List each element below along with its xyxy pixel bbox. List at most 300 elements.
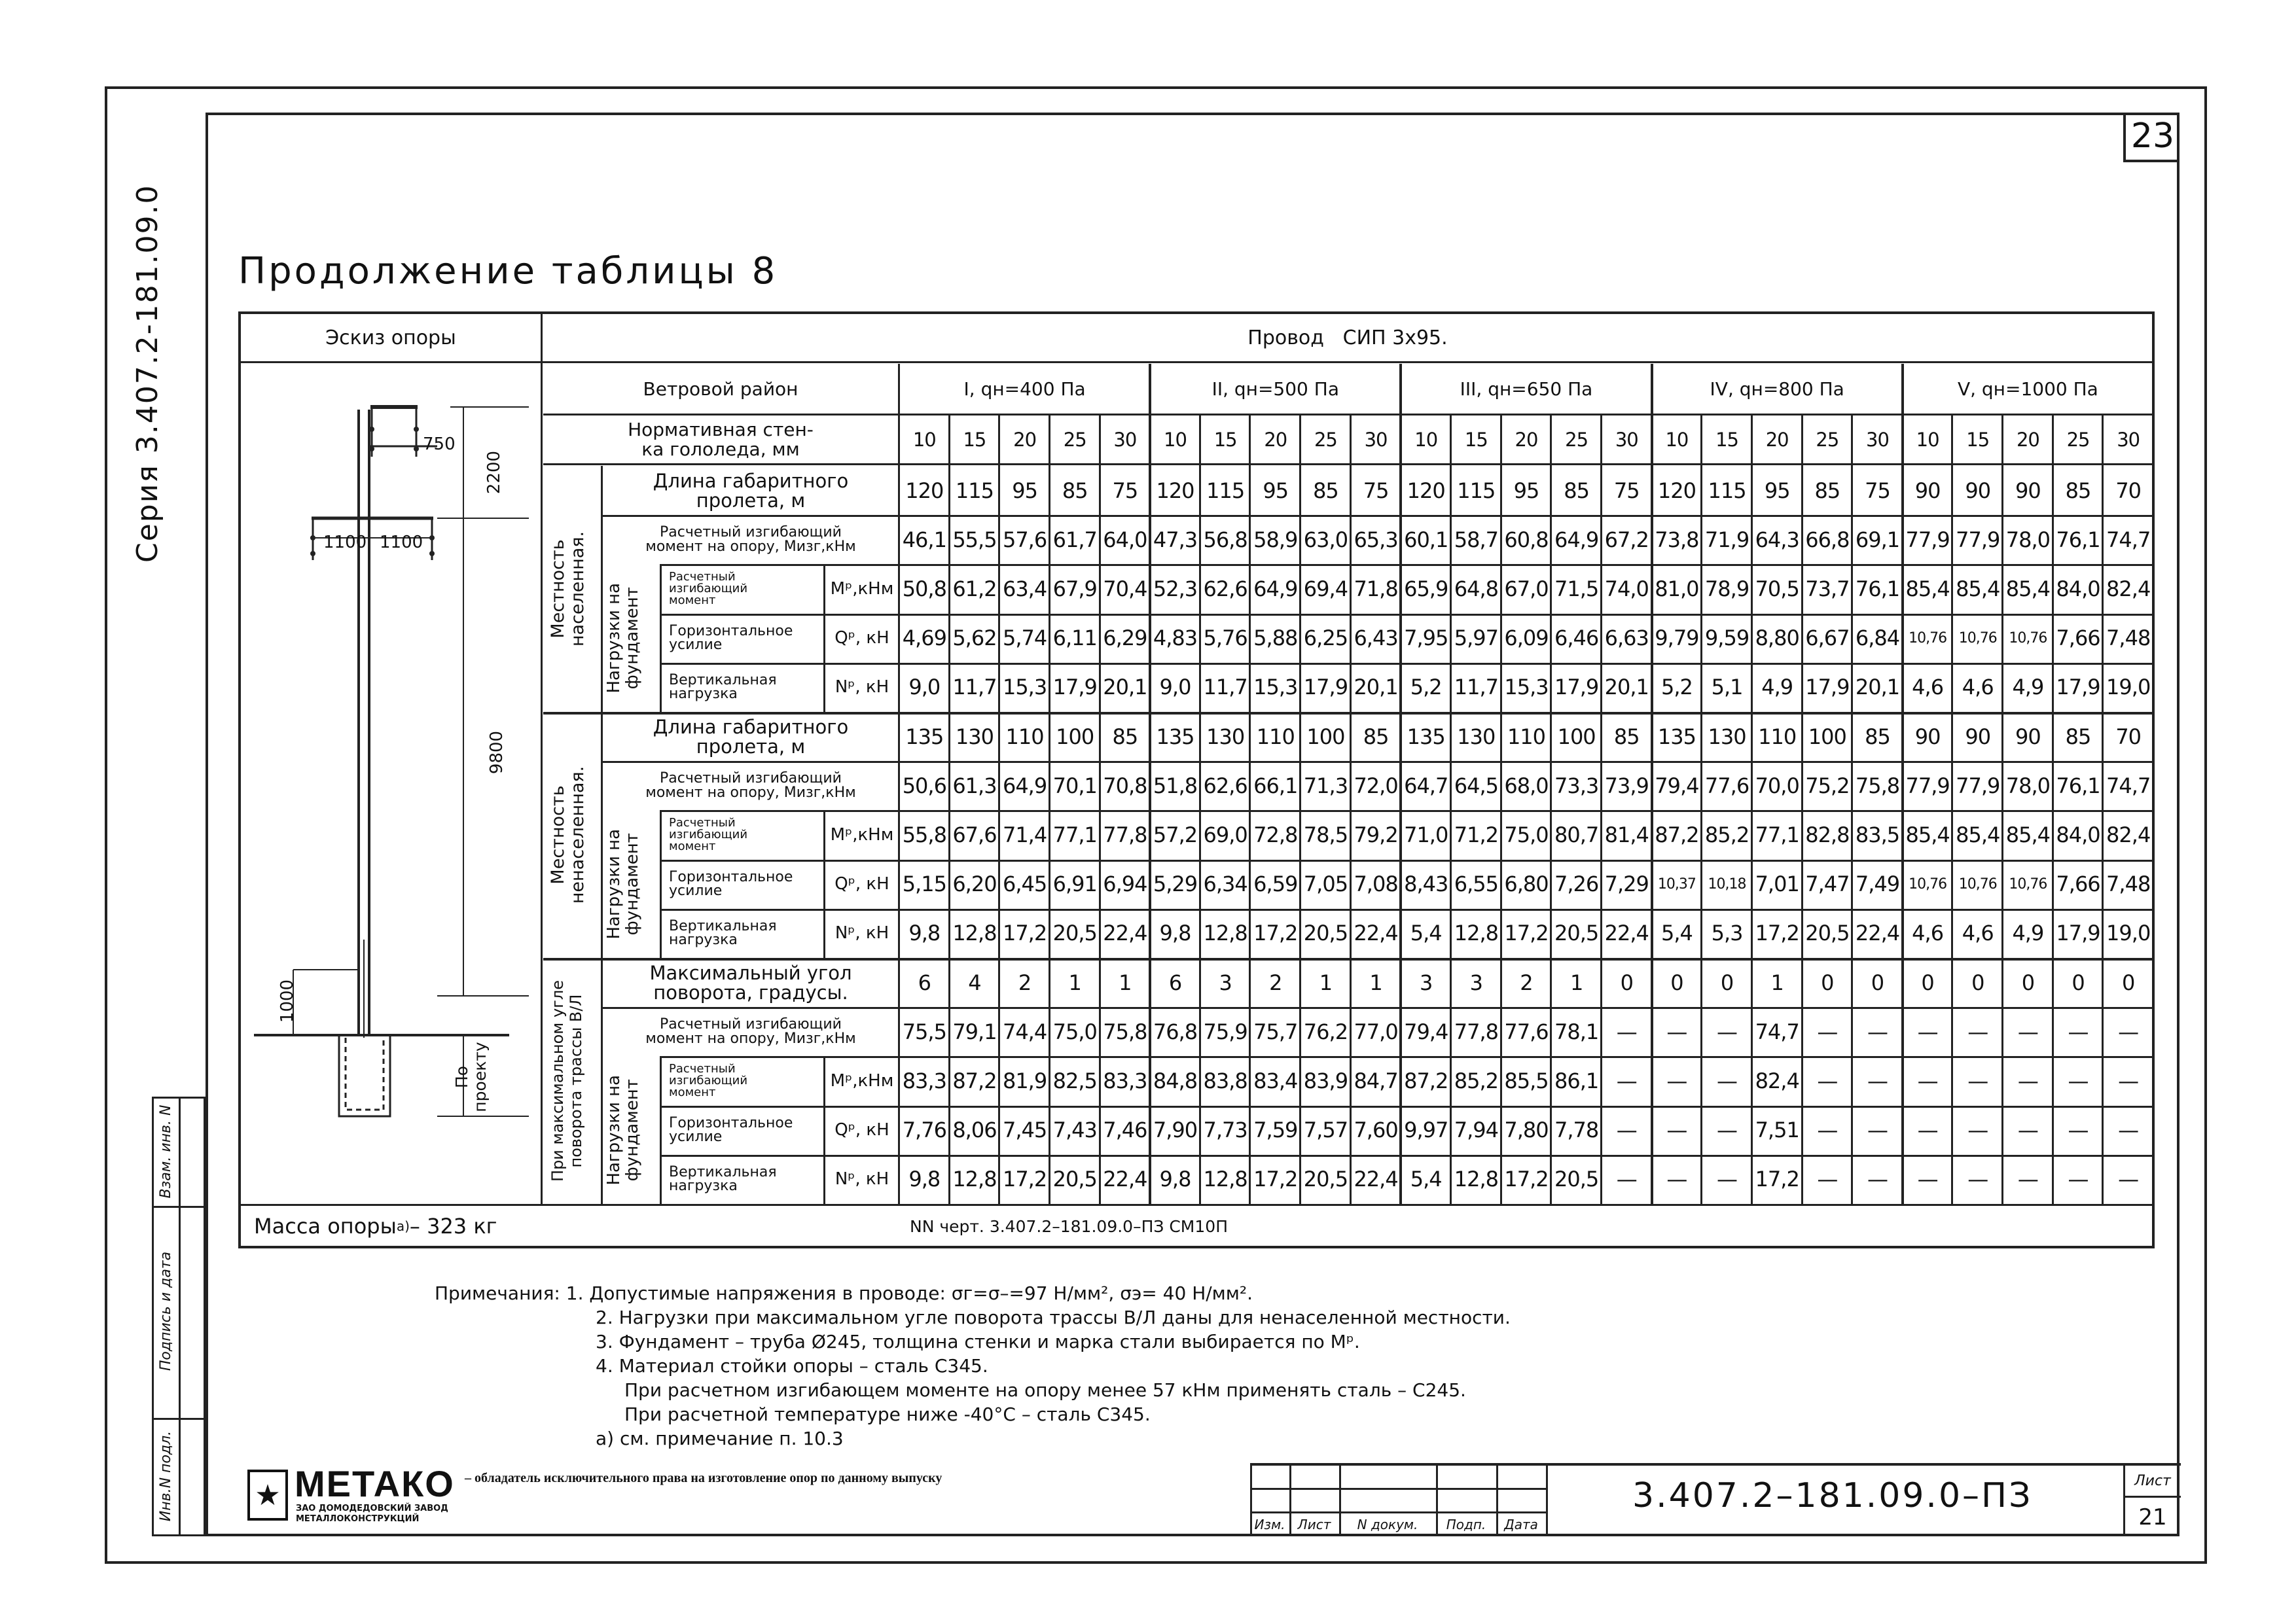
table-cell: 85,5 — [1504, 1068, 1549, 1093]
table-cell: 6,09 — [1504, 626, 1549, 651]
row-unit: Qᵖ, кН — [834, 628, 889, 648]
table-cell: 115 — [1206, 478, 1245, 503]
table-cell: 57,2 — [1153, 822, 1198, 847]
table-cell: 20,1 — [1354, 675, 1398, 700]
table-cell: 135 — [905, 724, 944, 749]
table-cell: 6 — [918, 970, 931, 995]
table-cell: 76,1 — [2056, 527, 2100, 552]
table-cell: 7,47 — [1805, 872, 1850, 897]
table-cell: 67,0 — [1504, 576, 1549, 601]
table-cell: — — [2118, 1118, 2139, 1143]
table-cell: 3 — [1469, 970, 1483, 995]
page-title: Продолжение таблицы 8 — [238, 250, 778, 292]
table-cell: 6,94 — [1103, 872, 1147, 897]
table-cell: — — [1717, 1167, 1738, 1192]
table-cell: 5,2 — [1660, 675, 1693, 700]
table-cell: 110 — [1256, 724, 1295, 749]
table-cell: 17,9 — [2056, 675, 2100, 700]
table-cell: 71,0 — [1404, 822, 1448, 847]
table-cell: 7,80 — [1504, 1118, 1549, 1143]
table-cell: 90 — [1914, 478, 1941, 503]
table-cell: 8,80 — [1755, 626, 1799, 651]
table-cell: 62,6 — [1203, 773, 1247, 798]
table-cell: 5,74 — [1002, 626, 1047, 651]
table-cell: 69,0 — [1203, 822, 1247, 847]
table-cell: 75,9 — [1203, 1019, 1247, 1044]
sign-date-label: Подпись и дата — [158, 1251, 174, 1371]
table-cell: 85 — [2065, 724, 2091, 749]
table-cell: 2 — [1269, 970, 1282, 995]
table-cell: 20,5 — [1303, 921, 1348, 946]
table-cell: 7,43 — [1052, 1118, 1097, 1143]
ice-value: 30 — [1615, 429, 1638, 451]
table-cell: 0 — [1620, 970, 1633, 995]
table-cell: 85 — [1613, 724, 1640, 749]
wind-region-4: IV, qн=800 Па — [1710, 378, 1844, 400]
table-cell: 55,8 — [902, 822, 946, 847]
table-cell: 7,01 — [1755, 872, 1799, 897]
table-cell: 15,3 — [1002, 675, 1047, 700]
table-cell: 5,97 — [1454, 626, 1498, 651]
stamp-col-doc: N докум. — [1357, 1517, 1418, 1532]
table-cell: 50,6 — [902, 773, 946, 798]
table-cell: 75 — [1112, 478, 1138, 503]
table-cell: 22,4 — [1604, 921, 1649, 946]
ice-value: 20 — [1765, 429, 1789, 451]
table-cell: 5,1 — [1711, 675, 1743, 700]
table-cell: 12,8 — [952, 1167, 997, 1192]
group-label-2: Местность ненаселенная. — [548, 766, 588, 904]
ice-value: 30 — [1364, 429, 1388, 451]
table-cell: — — [1666, 1019, 1687, 1044]
table-cell: 7,26 — [1554, 872, 1599, 897]
table-cell: 6,59 — [1253, 872, 1298, 897]
note-1: 1. Допустимые напряжения в проводе: σг=σ–=97 Н/мм², σэ= 40 Н/мм². — [565, 1282, 1253, 1304]
table-cell: 77,9 — [1905, 773, 1950, 798]
table-cell: — — [1666, 1167, 1687, 1192]
foundation-label-2: Нагрузки на фундамент — [604, 828, 642, 940]
table-cell: 6,43 — [1354, 626, 1398, 651]
table-cell: — — [1616, 1019, 1637, 1044]
table-cell: 2 — [1018, 970, 1031, 995]
table-cell: 6,45 — [1002, 872, 1047, 897]
table-cell: 17,2 — [1002, 921, 1047, 946]
table-cell: 20,5 — [1805, 921, 1850, 946]
table-cell: 6,80 — [1504, 872, 1549, 897]
note-4b: При расчетной температуре ниже -40°С – сталь С345. — [624, 1403, 1151, 1425]
table-cell: 1 — [1068, 970, 1081, 995]
table-cell: 110 — [1005, 724, 1044, 749]
ice-value: 20 — [1264, 429, 1287, 451]
table-cell: — — [1867, 1167, 1888, 1192]
note-a: а) см. примечание п. 10.3 — [596, 1428, 844, 1449]
table-cell: 56,8 — [1203, 527, 1247, 552]
table-cell: 6,11 — [1052, 626, 1097, 651]
table-cell: 110 — [1507, 724, 1546, 749]
table-cell: 73,3 — [1554, 773, 1599, 798]
table-cell: 17,2 — [1504, 921, 1549, 946]
dim-1100-right: 1100 — [380, 533, 423, 552]
table-cell: — — [1967, 1068, 1988, 1093]
stamp-sheet-value: 21 — [2138, 1504, 2167, 1530]
table-cell: 2 — [1520, 970, 1533, 995]
table-cell: 66,8 — [1805, 527, 1850, 552]
table-cell: 77,1 — [1755, 822, 1799, 847]
table-cell: 64,9 — [1554, 527, 1599, 552]
table-cell: 12,8 — [1203, 921, 1247, 946]
table-cell: 81,4 — [1604, 822, 1649, 847]
row-unit: Qᵖ, кН — [834, 1120, 889, 1140]
table-cell: 7,48 — [2106, 626, 2151, 651]
table-cell: 5,4 — [1410, 921, 1442, 946]
note-4: 4. Материал стойки опоры – сталь С345. — [596, 1355, 988, 1377]
foundation-label-3: Нагрузки на фундамент — [604, 1074, 642, 1186]
table-cell: 58,7 — [1454, 527, 1498, 552]
table-cell: 9,8 — [1159, 1167, 1191, 1192]
table-cell: 90 — [2015, 724, 2041, 749]
table-cell: 77,8 — [1103, 822, 1147, 847]
table-cell: — — [1616, 1068, 1637, 1093]
table-cell: 130 — [1457, 724, 1496, 749]
table-cell: — — [2017, 1118, 2038, 1143]
table-cell: 60,8 — [1504, 527, 1549, 552]
table-cell: 90 — [1965, 478, 1991, 503]
table-cell: 9,0 — [908, 675, 941, 700]
table-cell: 67,6 — [952, 822, 997, 847]
table-cell: 80,7 — [1554, 822, 1599, 847]
table-cell: 110 — [1758, 724, 1797, 749]
table-cell: 75,8 — [1103, 1019, 1147, 1044]
table-cell: 8,43 — [1404, 872, 1448, 897]
table-cell: 62,6 — [1203, 576, 1247, 601]
table-cell: 5,76 — [1203, 626, 1247, 651]
drawing-ref: NN черт. 3.407.2–181.09.0–ПЗ СМ10П — [910, 1216, 1228, 1236]
table-cell: 9,8 — [1159, 921, 1191, 946]
table-cell: 12,8 — [1203, 1167, 1247, 1192]
table-cell: 64,7 — [1404, 773, 1448, 798]
table-cell: 75,8 — [1855, 773, 1900, 798]
table-cell: 76,1 — [1855, 576, 1900, 601]
table-cell: 67,2 — [1604, 527, 1649, 552]
row-label: Расчетный изгибающий момент на опору, Мизг,кНм — [645, 769, 856, 801]
row-unit: Mᵖ,кНм — [830, 824, 894, 845]
table-cell: 77,6 — [1504, 1019, 1549, 1044]
table-cell: 75 — [1363, 478, 1389, 503]
table-cell: 20,5 — [1303, 1167, 1348, 1192]
table-cell: 7,94 — [1454, 1118, 1498, 1143]
table-cell: — — [1817, 1068, 1838, 1093]
table-cell: 74,0 — [1604, 576, 1649, 601]
wind-region-2: II, qн=500 Па — [1211, 378, 1339, 400]
ice-value: 25 — [2066, 429, 2090, 451]
table-cell: 70,4 — [1103, 576, 1147, 601]
table-cell: 20,5 — [1052, 921, 1097, 946]
table-cell: 22,4 — [1103, 1167, 1147, 1192]
table-cell: 20,1 — [1103, 675, 1147, 700]
table-cell: 64,5 — [1454, 773, 1498, 798]
table-cell: 76,2 — [1303, 1019, 1348, 1044]
table-cell: 0 — [2121, 970, 2135, 995]
table-cell: 85,2 — [1454, 1068, 1498, 1093]
table-cell: 51,8 — [1153, 773, 1198, 798]
table-cell: 115 — [1708, 478, 1746, 503]
table-cell: 11,7 — [1454, 675, 1498, 700]
table-cell: — — [2118, 1167, 2139, 1192]
table-cell: 78,9 — [1704, 576, 1749, 601]
table-cell: 9,0 — [1159, 675, 1191, 700]
row-label: Длина габаритного пролета, м — [653, 715, 849, 758]
table-cell: 85 — [1062, 478, 1088, 503]
table-cell: 12,8 — [952, 921, 997, 946]
table-cell: 83,3 — [1103, 1068, 1147, 1093]
table-cell: 7,78 — [1554, 1118, 1599, 1143]
logo-sub2: МЕТАЛЛОКОНСТРУКЦИЙ — [296, 1514, 420, 1524]
table-cell: 71,8 — [1354, 576, 1398, 601]
ice-value: 20 — [2016, 429, 2039, 451]
stamp-sheet-label: Лист — [2134, 1472, 2171, 1489]
table-cell: 90 — [2015, 478, 2041, 503]
table-cell: 85,4 — [1956, 576, 2000, 601]
table-cell: 120 — [1407, 478, 1445, 503]
series-label: Серия 3.407.2-181.09.0 — [131, 184, 164, 563]
ice-value: 15 — [1715, 429, 1738, 451]
sheet-number: 23 — [2123, 113, 2179, 162]
table-cell: 90 — [1914, 724, 1941, 749]
table-cell: 64,0 — [1103, 527, 1147, 552]
table-cell: 5,88 — [1253, 626, 1298, 651]
table-cell: 17,2 — [1755, 1167, 1799, 1192]
table-cell: 73,8 — [1655, 527, 1699, 552]
table-cell: 115 — [955, 478, 994, 503]
table-cell: 78,0 — [2005, 527, 2051, 552]
table-cell: 64,8 — [1454, 576, 1498, 601]
table-cell: 60,1 — [1404, 527, 1448, 552]
table-cell: — — [1817, 1118, 1838, 1143]
stamp-col-sign: Подп. — [1446, 1517, 1486, 1532]
wind-region-5: V, qн=1000 Па — [1957, 378, 2098, 400]
table-cell: — — [1867, 1068, 1888, 1093]
dim-project: По проекту — [452, 1042, 490, 1112]
ice-value: 10 — [912, 429, 936, 451]
row-label: Расчетный изгибающий момент — [669, 1061, 748, 1099]
table-cell: 82,4 — [2106, 822, 2151, 847]
table-cell: — — [2068, 1019, 2089, 1044]
table-cell: 71,3 — [1303, 773, 1348, 798]
table-cell: 17,2 — [1755, 921, 1799, 946]
table-cell: 79,1 — [952, 1019, 997, 1044]
table-cell: — — [1817, 1167, 1838, 1192]
group-label-1: Местность населенная. — [548, 531, 588, 647]
note-2: 2. Нагрузки при максимальном угле поворота трассы В/Л даны для ненаселенной местности. — [596, 1307, 1511, 1328]
table-cell: 19,0 — [2106, 921, 2151, 946]
table-cell: 4,83 — [1153, 626, 1198, 651]
table-cell: 72,0 — [1354, 773, 1398, 798]
table-cell: 71,9 — [1704, 527, 1749, 552]
table-cell: 17,9 — [1303, 675, 1348, 700]
table-cell: 85 — [1564, 478, 1589, 503]
table-cell: 9,79 — [1655, 626, 1699, 651]
table-cell: 82,8 — [1805, 822, 1850, 847]
table-cell: — — [1817, 1019, 1838, 1044]
table-cell: 78,5 — [1303, 822, 1348, 847]
table-cell: 83,9 — [1303, 1068, 1348, 1093]
table-cell: 0 — [1670, 970, 1683, 995]
inv-no-label: Инв.N подл. — [158, 1430, 174, 1522]
table-cell: 7,59 — [1253, 1118, 1298, 1143]
table-cell: 75,0 — [1504, 822, 1549, 847]
row-unit: Nᵖ, кН — [834, 677, 889, 697]
table-cell: 7,66 — [2056, 872, 2100, 897]
table-cell: 95 — [1764, 478, 1790, 503]
table-cell: 7,46 — [1103, 1118, 1147, 1143]
dim-2200: 2200 — [484, 450, 504, 495]
table-cell: 87,2 — [1404, 1068, 1448, 1093]
side-stamp — [152, 1097, 206, 1536]
table-cell: — — [2017, 1068, 2038, 1093]
row-label: Горизонтальное усилие — [669, 869, 793, 900]
table-cell: 10,76 — [1909, 875, 1947, 892]
table-cell: 17,9 — [1052, 675, 1097, 700]
table-cell: 0 — [2072, 970, 2085, 995]
table-cell: 65,3 — [1354, 527, 1398, 552]
table-cell: — — [1917, 1019, 1938, 1044]
table-cell: 20,1 — [1604, 675, 1649, 700]
table-cell: 61,7 — [1052, 527, 1097, 552]
table-cell: 22,4 — [1855, 921, 1900, 946]
table-cell: 120 — [905, 478, 944, 503]
table-cell: 7,08 — [1354, 872, 1398, 897]
ice-value: 30 — [1113, 429, 1137, 451]
table-cell: 7,73 — [1203, 1118, 1247, 1143]
table-cell: 74,7 — [1755, 1019, 1799, 1044]
mass-label: Масса опоры — [254, 1214, 397, 1239]
table-cell: 100 — [1808, 724, 1846, 749]
table-cell: 17,2 — [1504, 1167, 1549, 1192]
table-cell: 52,3 — [1153, 576, 1198, 601]
table-cell: 79,4 — [1655, 773, 1699, 798]
ice-label: Нормативная стен- ка гололеда, мм — [628, 419, 814, 460]
table-cell: 70,8 — [1103, 773, 1147, 798]
table-cell: — — [1717, 1068, 1738, 1093]
table-cell: 7,90 — [1153, 1118, 1198, 1143]
table-cell: 10,18 — [1708, 875, 1746, 892]
table-cell: 0 — [2021, 970, 2035, 995]
table-cell: 77,9 — [1956, 773, 2000, 798]
ice-value: 25 — [1314, 429, 1337, 451]
table-cell: — — [1867, 1118, 1888, 1143]
table-cell: 7,29 — [1604, 872, 1649, 897]
table-cell: 20,5 — [1052, 1167, 1097, 1192]
table-cell: 85,2 — [1704, 822, 1749, 847]
replace-inv-label: Взам. инв. N — [158, 1104, 174, 1199]
stamp-col-izm: Изм. — [1254, 1517, 1285, 1532]
table-cell: 5,2 — [1410, 675, 1442, 700]
table-cell: 0 — [1971, 970, 1984, 995]
table-cell: 17,2 — [1253, 921, 1298, 946]
table-cell: 57,6 — [1002, 527, 1047, 552]
table-cell: 7,66 — [2056, 626, 2100, 651]
logo-name: МЕТАКО — [295, 1463, 455, 1504]
notes-heading: Примечания: — [435, 1282, 560, 1304]
table-cell: 87,2 — [952, 1068, 997, 1093]
table-cell: 22,4 — [1103, 921, 1147, 946]
row-label: Вертикальная нагрузка — [669, 918, 777, 949]
table-cell: 46,1 — [902, 527, 946, 552]
row-label: Вертикальная нагрузка — [669, 672, 777, 703]
table-cell: 78,0 — [2005, 773, 2051, 798]
table-cell: 81,9 — [1002, 1068, 1047, 1093]
table-cell: 10,37 — [1657, 875, 1696, 892]
table-cell: 17,9 — [1554, 675, 1599, 700]
note-3: 3. Фундамент – труба Ø245, толщина стенки и марка стали выбирается по Mᵖ. — [596, 1331, 1360, 1352]
table-cell: 82,5 — [1052, 1068, 1097, 1093]
table-cell: — — [2017, 1019, 2038, 1044]
table-cell: 135 — [1156, 724, 1194, 749]
table-cell: 83,3 — [902, 1068, 946, 1093]
table-cell: 85 — [1865, 724, 1890, 749]
table-cell: 1 — [1119, 970, 1132, 995]
foundation-label-1: Нагрузки на фундамент — [604, 582, 642, 694]
table-cell: 1 — [1570, 970, 1583, 995]
table-cell: 22,4 — [1354, 921, 1398, 946]
table-cell: 17,2 — [1253, 1167, 1298, 1192]
loads-table — [238, 311, 2155, 1248]
table-cell: 0 — [1871, 970, 1884, 995]
table-cell: 4 — [968, 970, 981, 995]
table-cell: 95 — [1263, 478, 1289, 503]
table-cell: — — [2118, 1019, 2139, 1044]
table-cell: 11,7 — [1203, 675, 1247, 700]
ice-value: 30 — [2117, 429, 2140, 451]
table-cell: 100 — [1557, 724, 1596, 749]
table-cell: 130 — [1206, 724, 1245, 749]
note-4a: При расчетном изгибающем моменте на опору менее 57 кНм применять сталь – С245. — [624, 1379, 1466, 1401]
table-cell: 4,69 — [902, 626, 946, 651]
table-cell: 4,6 — [1962, 675, 1994, 700]
table-cell: 1 — [1319, 970, 1333, 995]
logo-sub1: ЗАО ДОМОДЕДОВСКИЙ ЗАВОД — [296, 1504, 448, 1513]
table-cell: 4,9 — [2012, 675, 2044, 700]
table-cell: — — [2017, 1167, 2038, 1192]
table-cell: 4,6 — [1962, 921, 1994, 946]
table-cell: 71,5 — [1554, 576, 1599, 601]
table-cell: 64,3 — [1755, 527, 1799, 552]
table-cell: 81,0 — [1655, 576, 1699, 601]
table-cell: 7,76 — [902, 1118, 946, 1143]
table-cell: 1 — [1770, 970, 1784, 995]
table-cell: 10,76 — [2009, 875, 2047, 892]
table-cell: 3 — [1219, 970, 1232, 995]
table-cell: 63,4 — [1002, 576, 1047, 601]
table-cell: — — [2068, 1118, 2089, 1143]
table-cell: 85 — [1363, 724, 1389, 749]
table-cell: 61,2 — [952, 576, 997, 601]
table-cell: 85 — [1313, 478, 1338, 503]
table-cell: 10,76 — [1958, 875, 1997, 892]
table-cell: 61,3 — [952, 773, 997, 798]
table-cell: 130 — [1708, 724, 1746, 749]
ice-value: 15 — [1464, 429, 1488, 451]
table-cell: 6,29 — [1103, 626, 1147, 651]
table-cell: — — [1967, 1019, 1988, 1044]
table-cell: 12,8 — [1454, 921, 1498, 946]
table-cell: 8,06 — [952, 1118, 997, 1143]
table-cell: 22,4 — [1354, 1167, 1398, 1192]
row-unit: Nᵖ, кН — [834, 1169, 889, 1190]
table-cell: 85,4 — [1905, 822, 1950, 847]
sketch-header: Эскиз опоры — [325, 326, 456, 349]
table-cell: 7,57 — [1303, 1118, 1348, 1143]
